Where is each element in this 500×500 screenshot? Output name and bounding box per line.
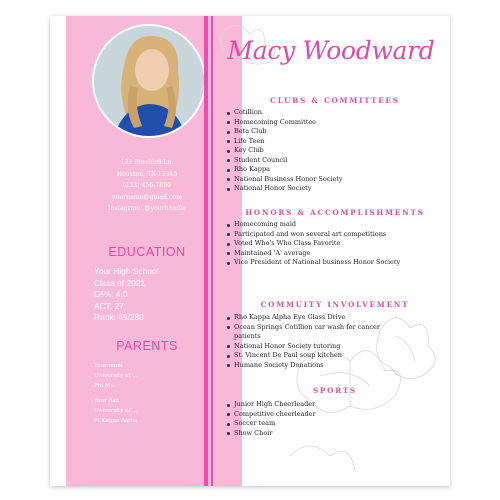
- list-item: Maintained 'A' average: [226, 249, 404, 259]
- list-item: Junior High Cheerleader: [226, 400, 404, 410]
- instagram: Instagram: @yourhandle: [108, 205, 186, 212]
- address-line-1: 123 Bluebird Ln.: [120, 159, 174, 166]
- education-line: Class of 2021: [94, 277, 146, 288]
- address-line-2: Houston, TX 12345: [116, 170, 178, 178]
- list-item: Ocean Springs Cotillion car wash for cancer patients: [226, 323, 404, 342]
- parent-line: Phi Mu: [94, 382, 115, 389]
- phone: (123) 456-7890: [122, 182, 172, 189]
- list-item: Soccer team: [226, 419, 404, 429]
- section-title-community: COMMUITY INVOLVEMENT: [260, 300, 410, 309]
- list-item: National Honor Society: [226, 184, 404, 194]
- parent-line: Pi Kappa Alpha: [94, 417, 138, 424]
- clubs-list: [226, 108, 404, 194]
- community-list: [226, 313, 404, 370]
- education-line: GPA: 4.0: [94, 289, 128, 299]
- education-line: Your High School: [94, 266, 159, 276]
- list-item: Key Club: [226, 146, 404, 156]
- list-item: National Business Honor Society: [226, 175, 404, 185]
- parents-heading: PARENTS: [116, 339, 178, 353]
- applicant-name: Macy Woodward: [227, 36, 435, 65]
- list-item: St. Vincent De Paul soup kitchen: [226, 351, 404, 361]
- list-item: Homecoming maid: [226, 220, 404, 230]
- list-item: Cotillion: [226, 108, 404, 118]
- sports-list: [226, 400, 404, 438]
- section-title-sports: SPORTS: [312, 386, 358, 395]
- education-heading: EDUCATION: [108, 245, 186, 259]
- list-item: Student Council: [226, 156, 404, 166]
- honors-list: [226, 220, 404, 268]
- list-item: Voted Who's Who Class Favorite: [226, 239, 404, 249]
- list-item: Competitive cheerleader: [226, 410, 404, 420]
- section-title-clubs: CLUBS & COMMITTEES: [270, 96, 400, 105]
- education-line: Rank: 45/280: [94, 312, 144, 322]
- list-item: Life Teen: [226, 137, 404, 147]
- list-item: Homecoming Committee: [226, 118, 404, 128]
- list-item: Rho Kappa Alpha Eye Glass Drive: [226, 313, 404, 323]
- list-item: National Honor Society tutoring: [226, 342, 404, 352]
- parent-line: Your mom: [94, 363, 123, 369]
- parent-line: Your dad: [94, 398, 120, 405]
- list-item: Participated and won several art competitions: [226, 230, 404, 240]
- list-item: Humane Society Donations: [226, 361, 404, 371]
- list-item: Show Choir: [226, 429, 404, 439]
- education-line: ACT: 27: [94, 300, 124, 311]
- list-item: Vice President of National business Honor Society: [226, 258, 404, 268]
- email: yourname@gmail.com: [111, 193, 183, 201]
- parent-line: University of ...: [94, 408, 138, 415]
- resume-page: [50, 16, 450, 486]
- parent-line: University of ...: [94, 372, 138, 379]
- list-item: Rho Kappa: [226, 165, 404, 175]
- section-title-honors: HONORS & ACCOMPLISHMENTS: [245, 208, 425, 217]
- list-item: Beta Club: [226, 127, 404, 137]
